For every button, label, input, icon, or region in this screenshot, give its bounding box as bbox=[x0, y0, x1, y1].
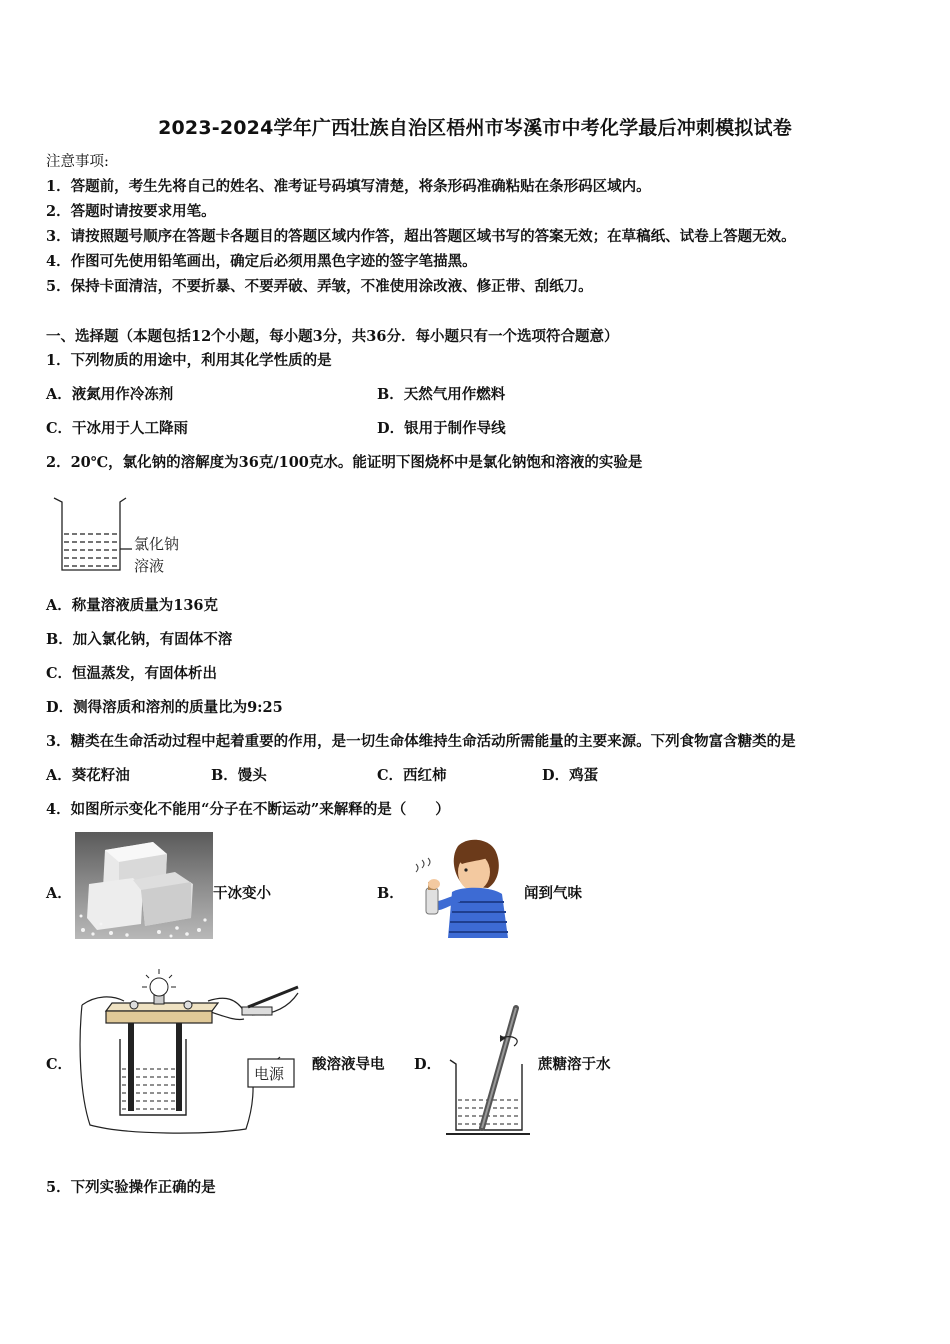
notice-item-5: 5．保持卡面清洁，不要折暴、不要弄破、弄皱，不准使用涂改液、修正带、刮纸刀。 bbox=[46, 278, 593, 295]
conductivity-apparatus-image bbox=[76, 965, 308, 1137]
q4-option-c-letter: C． bbox=[46, 1056, 73, 1073]
beaker-figure bbox=[50, 492, 200, 578]
q4-option-b-caption: 闻到气味 bbox=[524, 885, 582, 902]
page-title: 2023-2024学年广西壮族自治区梧州市岑溪市中考化学最后冲刺模拟试卷 bbox=[158, 117, 792, 139]
q3-option-d: D．鸡蛋 bbox=[542, 767, 599, 784]
q4-option-a-caption: 干冰变小 bbox=[213, 885, 271, 902]
q2-option-a: A．称量溶液质量为136克 bbox=[46, 597, 219, 614]
power-source-label: 电源 bbox=[254, 1065, 285, 1083]
q4-option-c-caption: 酸溶液导电 bbox=[312, 1056, 385, 1073]
q3-option-a: A．葵花籽油 bbox=[46, 767, 130, 784]
beaker-label-2: 溶液 bbox=[134, 557, 165, 575]
dry-ice-image bbox=[75, 832, 213, 939]
notice-item-2: 2．答题时请按要求用笔。 bbox=[46, 203, 216, 220]
question-2-stem: 2．20℃，氯化钠的溶解度为36克/100克水。能证明下图烧杯中是氯化钠饱和溶液的实验是 bbox=[46, 454, 643, 471]
section-heading: 一、选择题（本题包括12个小题，每小题3分，共36分．每小题只有一个选项符合题意） bbox=[46, 328, 619, 345]
q4-option-a-letter: A． bbox=[46, 885, 72, 902]
q3-option-c: C．西红柿 bbox=[377, 767, 447, 784]
q2-option-d: D．测得溶质和溶剂的质量比为9:25 bbox=[46, 699, 283, 716]
q4-option-d-caption: 蔗糖溶于水 bbox=[538, 1056, 611, 1073]
q2-option-b: B．加入氯化钠，有固体不溶 bbox=[46, 631, 233, 648]
stirring-beaker-image bbox=[444, 1004, 532, 1138]
question-3-stem: 3．糖类在生命活动过程中起着重要的作用，是一切生命体维持生命活动所需能量的主要来源。下列食物富含糖类的是 bbox=[46, 733, 796, 750]
notice-item-1: 1．答题前，考生先将自己的姓名、准考证号码填写清楚，将条形码准确粘贴在条形码区域内。 bbox=[46, 178, 651, 195]
question-1-stem: 1．下列物质的用途中，利用其化学性质的是 bbox=[46, 352, 332, 369]
q4-option-b-letter: B． bbox=[377, 885, 404, 902]
q1-option-b: B．天然气用作燃料 bbox=[377, 386, 506, 403]
q1-option-d: D．银用于制作导线 bbox=[377, 420, 506, 437]
question-5-stem: 5．下列实验操作正确的是 bbox=[46, 1179, 216, 1196]
q4-option-d-letter: D． bbox=[414, 1056, 442, 1073]
beaker-label-1: 氯化钠 bbox=[134, 535, 180, 553]
q1-option-c: C．干冰用于人工降雨 bbox=[46, 420, 189, 437]
notice-item-3: 3．请按照题号顺序在答题卡各题目的答题区域内作答，超出答题区域书写的答案无效；在草稿纸、试卷上答题无效。 bbox=[46, 228, 796, 245]
q1-option-a: A．液氮用作冷冻剂 bbox=[46, 386, 174, 403]
notice-heading: 注意事项: bbox=[46, 154, 109, 170]
notice-item-4: 4．作图可先使用铅笔画出，确定后必须用黑色字迹的签字笔描黑。 bbox=[46, 253, 477, 270]
q2-option-c: C．恒温蒸发，有固体析出 bbox=[46, 665, 218, 682]
question-4-stem: 4．如图所示变化不能用“分子在不断运动”来解释的是（ ） bbox=[46, 801, 450, 818]
smelling-person-image bbox=[404, 832, 514, 942]
q3-option-b: B．馒头 bbox=[211, 767, 267, 784]
